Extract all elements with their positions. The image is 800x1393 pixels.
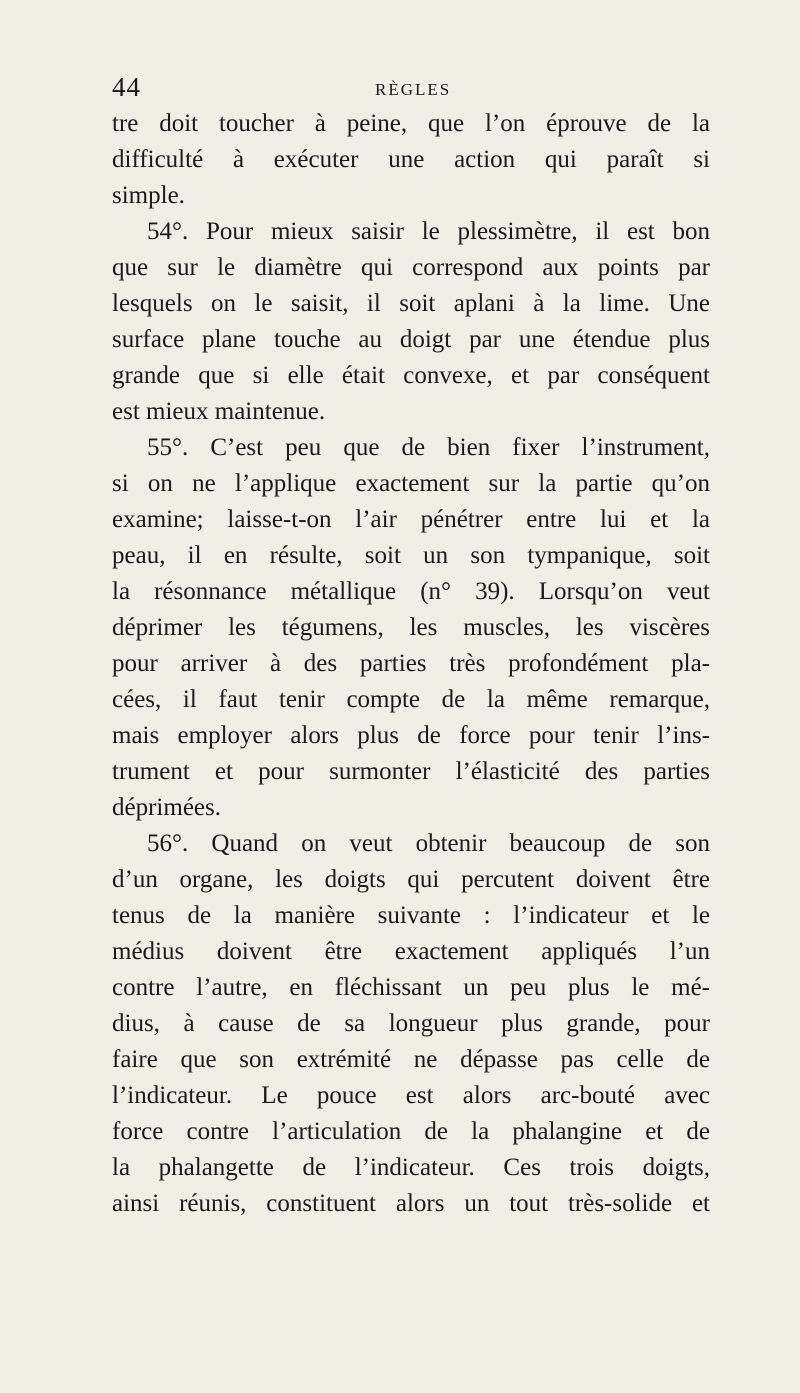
paragraph-54-start: 54°. Pour mieux saisir le plessimètre, il est bon [147,218,710,245]
running-head: RÈGLES [375,80,452,99]
text-line: la résonnance métallique (n° 39). Lorsqu’on veut [112,578,710,605]
paragraph-56-start: 56°. Quand on veut obtenir beaucoup de son [147,830,710,857]
text-line: mais employer alors plus de force pour tenir l’ins- [112,722,710,749]
text-line: tre doit toucher à peine, que l’on éprouve de la [112,110,710,137]
body-text [112,106,710,1222]
text-line: examine; laisse-t-on l’air pénétrer entre lui et la [112,506,710,533]
paragraph-55-start: 55°. C’est peu que de bien fixer l’instrument, [147,434,710,461]
text-line: est mieux maintenue. [112,398,326,425]
text-line: que sur le diamètre qui correspond aux points par [112,254,710,281]
text-line: faire que son extrémité ne dépasse pas celle de [112,1046,710,1073]
text-line: d’un organe, les doigts qui percutent doivent être [112,866,710,893]
text-line: surface plane touche au doigt par une étendue plus [112,326,710,353]
text-line: médius doivent être exactement appliqués l’un [112,938,710,965]
text-line: l’indicateur. Le pouce est alors arc-bouté avec [112,1082,710,1109]
text-line: difficulté à exécuter une action qui paraît si [112,146,710,173]
text-line: déprimer les tégumens, les muscles, les viscères [112,614,710,641]
text-line: tenus de la manière suivante : l’indicateur et le [112,902,710,929]
text-line: déprimées. [112,794,221,821]
text-line: lesquels on le saisit, il soit aplani à la lime. Une [112,290,710,317]
text-line: dius, à cause de sa longueur plus grande, pour [112,1010,710,1037]
text-line: trument et pour surmonter l’élasticité des parties [112,758,710,785]
text-line: contre l’autre, en fléchissant un peu plus le mé- [112,974,710,1001]
page-number: 44 [112,72,141,102]
text-line: peau, il en résulte, soit un son tympanique, soit [112,542,710,569]
text-line: cées, il faut tenir compte de la même remarque, [112,686,710,713]
text-line: simple. [112,182,185,209]
page-header [112,72,704,106]
text-line: force contre l’articulation de la phalangine et de [112,1118,710,1145]
text-line: si on ne l’applique exactement sur la partie qu’on [112,470,710,497]
text-line: pour arriver à des parties très profondément pla- [112,650,710,677]
text-line: grande que si elle était convexe, et par conséquent [112,362,710,389]
text-line: ainsi réunis, constituent alors un tout très-solide et [112,1190,710,1217]
text-line: la phalangette de l’indicateur. Ces trois doigts, [112,1154,710,1181]
